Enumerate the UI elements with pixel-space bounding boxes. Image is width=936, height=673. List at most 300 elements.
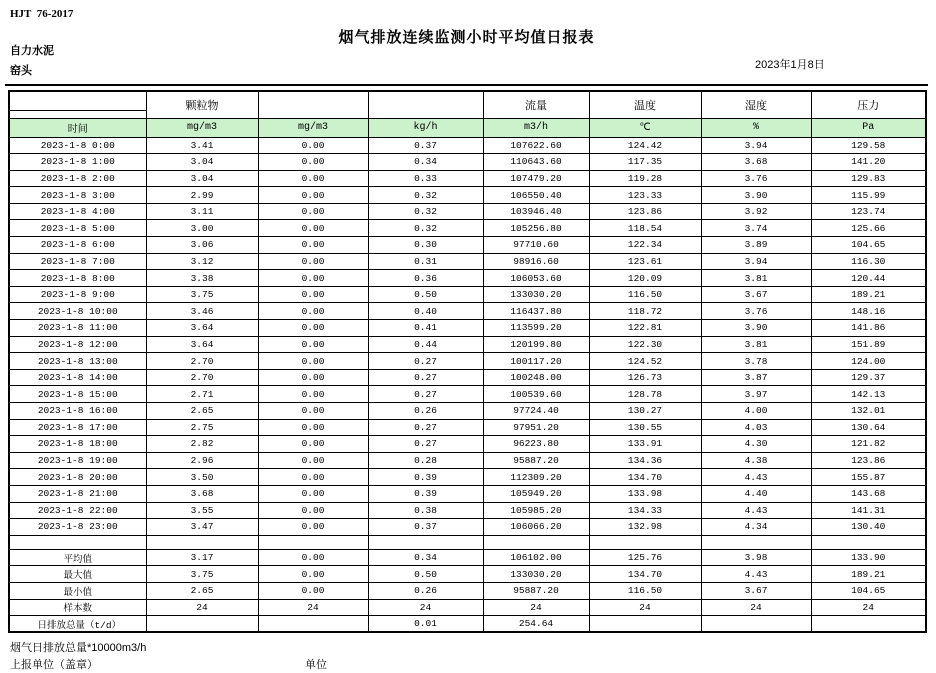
value-cell: 0.00 xyxy=(258,369,368,386)
row-label-cell: 2023-1-8 8:00 xyxy=(9,270,146,287)
footer-note: 烟气日排放总量*10000m3/h xyxy=(10,642,147,654)
value-cell: 0.40 xyxy=(368,303,483,320)
value-cell: 100117.20 xyxy=(483,353,589,370)
value-cell: 130.27 xyxy=(589,403,701,420)
value-cell: 3.81 xyxy=(701,336,811,353)
value-cell: 3.76 xyxy=(701,170,811,187)
col-header-empty-1 xyxy=(258,91,368,118)
unit-kgh: kg/h xyxy=(368,118,483,137)
table-row xyxy=(9,369,926,386)
value-cell: 133.91 xyxy=(589,436,701,453)
value-cell: 113599.20 xyxy=(483,320,589,337)
value-cell: 96223.80 xyxy=(483,436,589,453)
value-cell xyxy=(701,616,811,633)
value-cell: 129.58 xyxy=(811,137,926,154)
value-cell: 0.30 xyxy=(368,237,483,254)
value-cell: 2.65 xyxy=(146,403,258,420)
value-cell: 3.94 xyxy=(701,137,811,154)
summary-row xyxy=(9,582,926,599)
value-cell: 0.00 xyxy=(258,419,368,436)
value-cell: 0.00 xyxy=(258,566,368,583)
value-cell: 0.00 xyxy=(258,469,368,486)
value-cell: 141.86 xyxy=(811,320,926,337)
value-cell: 3.90 xyxy=(701,187,811,204)
value-cell xyxy=(483,535,589,549)
row-label-cell: 2023-1-8 0:00 xyxy=(9,137,146,154)
value-cell: 107479.20 xyxy=(483,170,589,187)
value-cell: 3.47 xyxy=(146,519,258,536)
table-row xyxy=(9,452,926,469)
value-cell: 0.00 xyxy=(258,485,368,502)
table-row xyxy=(9,237,926,254)
value-cell: 3.67 xyxy=(701,582,811,599)
value-cell: 0.41 xyxy=(368,320,483,337)
value-cell: 125.66 xyxy=(811,220,926,237)
station-name: 窑头 xyxy=(10,65,32,77)
unit-header-row xyxy=(9,118,926,137)
value-cell: 122.34 xyxy=(589,237,701,254)
row-label-cell: 最大值 xyxy=(9,566,146,583)
value-cell: 134.70 xyxy=(589,469,701,486)
spacer-row xyxy=(9,535,926,549)
value-cell: 2.65 xyxy=(146,582,258,599)
value-cell: 125.76 xyxy=(589,549,701,566)
value-cell: 3.41 xyxy=(146,137,258,154)
value-cell: 0.50 xyxy=(368,566,483,583)
value-cell: 0.28 xyxy=(368,452,483,469)
value-cell: 3.04 xyxy=(146,170,258,187)
value-cell: 24 xyxy=(146,599,258,616)
value-cell: 0.31 xyxy=(368,253,483,270)
table-row xyxy=(9,419,926,436)
value-cell: 4.40 xyxy=(701,485,811,502)
value-cell: 0.00 xyxy=(258,403,368,420)
row-label-cell: 2023-1-8 14:00 xyxy=(9,369,146,386)
value-cell: 0.33 xyxy=(368,170,483,187)
time-header-split-cell xyxy=(9,91,146,118)
row-label-cell: 2023-1-8 11:00 xyxy=(9,320,146,337)
value-cell: 121.82 xyxy=(811,436,926,453)
value-cell: 24 xyxy=(258,599,368,616)
table-row xyxy=(9,502,926,519)
value-cell: 0.00 xyxy=(258,286,368,303)
value-cell: 104.65 xyxy=(811,237,926,254)
value-cell: 0.00 xyxy=(258,170,368,187)
value-cell xyxy=(589,616,701,633)
value-cell: 3.50 xyxy=(146,469,258,486)
value-cell: 100539.60 xyxy=(483,386,589,403)
value-cell: 0.00 xyxy=(258,436,368,453)
value-cell: 2.99 xyxy=(146,187,258,204)
value-cell: 129.83 xyxy=(811,170,926,187)
value-cell: 0.38 xyxy=(368,502,483,519)
row-label-cell: 最小值 xyxy=(9,582,146,599)
table-row xyxy=(9,353,926,370)
summary-rows xyxy=(9,535,926,632)
value-cell: 3.67 xyxy=(701,286,811,303)
value-cell: 3.55 xyxy=(146,502,258,519)
value-cell: 106066.20 xyxy=(483,519,589,536)
col-header-pressure: 压力 xyxy=(811,91,926,118)
value-cell: 3.92 xyxy=(701,203,811,220)
value-cell: 117.35 xyxy=(589,154,701,171)
table-row xyxy=(9,403,926,420)
value-cell: 0.00 xyxy=(258,253,368,270)
table-row xyxy=(9,519,926,536)
summary-row xyxy=(9,566,926,583)
value-cell: 0.26 xyxy=(368,582,483,599)
value-cell: 2.70 xyxy=(146,353,258,370)
value-cell: 107622.60 xyxy=(483,137,589,154)
value-cell: 0.32 xyxy=(368,203,483,220)
row-label-cell: 2023-1-8 18:00 xyxy=(9,436,146,453)
value-cell: 130.64 xyxy=(811,419,926,436)
row-label-cell: 日排放总量（t/d） xyxy=(9,616,146,633)
value-cell xyxy=(811,535,926,549)
row-label-cell: 平均值 xyxy=(9,549,146,566)
value-cell: 98916.60 xyxy=(483,253,589,270)
value-cell: 119.28 xyxy=(589,170,701,187)
value-cell: 0.32 xyxy=(368,187,483,204)
row-label-cell: 2023-1-8 4:00 xyxy=(9,203,146,220)
value-cell: 0.00 xyxy=(258,452,368,469)
table-row xyxy=(9,137,926,154)
value-cell: 2.75 xyxy=(146,419,258,436)
value-cell: 120199.80 xyxy=(483,336,589,353)
table-row xyxy=(9,154,926,171)
value-cell: 120.09 xyxy=(589,270,701,287)
hourly-data-rows xyxy=(9,137,926,535)
value-cell: 4.30 xyxy=(701,436,811,453)
row-label-cell: 2023-1-8 12:00 xyxy=(9,336,146,353)
value-cell xyxy=(146,616,258,633)
row-label-cell: 2023-1-8 21:00 xyxy=(9,485,146,502)
value-cell: 0.00 xyxy=(258,187,368,204)
value-cell: 0.27 xyxy=(368,386,483,403)
value-cell: 4.34 xyxy=(701,519,811,536)
value-cell: 0.32 xyxy=(368,220,483,237)
value-cell: 151.89 xyxy=(811,336,926,353)
value-cell: 0.00 xyxy=(258,154,368,171)
value-cell: 141.31 xyxy=(811,502,926,519)
value-cell: 3.46 xyxy=(146,303,258,320)
report-unit-label: 上报单位（盖章） xyxy=(10,659,98,671)
summary-row xyxy=(9,549,926,566)
row-label-cell: 样本数 xyxy=(9,599,146,616)
value-cell: 3.97 xyxy=(701,386,811,403)
value-cell: 3.94 xyxy=(701,253,811,270)
value-cell: 97724.40 xyxy=(483,403,589,420)
value-cell: 0.27 xyxy=(368,369,483,386)
row-label-cell: 2023-1-8 5:00 xyxy=(9,220,146,237)
value-cell: 3.38 xyxy=(146,270,258,287)
value-cell: 123.61 xyxy=(589,253,701,270)
value-cell: 3.75 xyxy=(146,566,258,583)
value-cell: 120.44 xyxy=(811,270,926,287)
row-label-cell: 2023-1-8 10:00 xyxy=(9,303,146,320)
value-cell: 123.86 xyxy=(589,203,701,220)
value-cell: 189.21 xyxy=(811,286,926,303)
value-cell: 129.37 xyxy=(811,369,926,386)
value-cell: 105949.20 xyxy=(483,485,589,502)
value-cell: 122.30 xyxy=(589,336,701,353)
col-header-humidity: 湿度 xyxy=(701,91,811,118)
page-title: 烟气排放连续监测小时平均值日报表 xyxy=(338,29,595,46)
table-row xyxy=(9,469,926,486)
value-cell: 112309.20 xyxy=(483,469,589,486)
value-cell: 130.55 xyxy=(589,419,701,436)
value-cell: 103946.40 xyxy=(483,203,589,220)
value-cell xyxy=(701,535,811,549)
value-cell: 24 xyxy=(811,599,926,616)
value-cell: 24 xyxy=(368,599,483,616)
monitoring-table xyxy=(8,90,927,633)
value-cell: 155.87 xyxy=(811,469,926,486)
value-cell: 0.00 xyxy=(258,353,368,370)
value-cell: 3.74 xyxy=(701,220,811,237)
row-label-cell: 2023-1-8 16:00 xyxy=(9,403,146,420)
value-cell: 24 xyxy=(483,599,589,616)
value-cell: 24 xyxy=(589,599,701,616)
value-cell: 0.00 xyxy=(258,220,368,237)
value-cell: 123.74 xyxy=(811,203,926,220)
value-cell: 141.20 xyxy=(811,154,926,171)
row-label-cell: 2023-1-8 22:00 xyxy=(9,502,146,519)
value-cell: 3.06 xyxy=(146,237,258,254)
value-cell: 0.01 xyxy=(368,616,483,633)
value-cell: 115.99 xyxy=(811,187,926,204)
value-cell: 124.42 xyxy=(589,137,701,154)
value-cell: 3.68 xyxy=(701,154,811,171)
table-row xyxy=(9,187,926,204)
value-cell: 0.26 xyxy=(368,403,483,420)
value-cell: 0.34 xyxy=(368,549,483,566)
value-cell xyxy=(811,616,926,633)
col-header-particulate: 颗粒物 xyxy=(146,91,258,118)
col-header-empty-2 xyxy=(368,91,483,118)
value-cell: 132.98 xyxy=(589,519,701,536)
value-cell: 2.71 xyxy=(146,386,258,403)
value-cell: 124.52 xyxy=(589,353,701,370)
value-cell: 0.27 xyxy=(368,436,483,453)
value-cell: 3.78 xyxy=(701,353,811,370)
value-cell: 4.38 xyxy=(701,452,811,469)
value-cell: 3.87 xyxy=(701,369,811,386)
value-cell: 106550.40 xyxy=(483,187,589,204)
value-cell: 0.00 xyxy=(258,137,368,154)
value-cell: 0.37 xyxy=(368,519,483,536)
value-cell xyxy=(589,535,701,549)
value-cell: 126.73 xyxy=(589,369,701,386)
value-cell: 4.03 xyxy=(701,419,811,436)
split-cell-top xyxy=(10,98,146,111)
table-row xyxy=(9,303,926,320)
unit-celsius: ℃ xyxy=(589,118,701,137)
value-cell: 143.68 xyxy=(811,485,926,502)
value-cell: 3.81 xyxy=(701,270,811,287)
value-cell: 128.78 xyxy=(589,386,701,403)
value-cell: 3.12 xyxy=(146,253,258,270)
value-cell: 3.64 xyxy=(146,320,258,337)
row-label-cell: 2023-1-8 15:00 xyxy=(9,386,146,403)
value-cell: 0.00 xyxy=(258,336,368,353)
value-cell: 24 xyxy=(701,599,811,616)
value-cell: 105256.80 xyxy=(483,220,589,237)
value-cell: 134.33 xyxy=(589,502,701,519)
value-cell xyxy=(368,535,483,549)
unit-pa: Pa xyxy=(811,118,926,137)
summary-row xyxy=(9,599,926,616)
value-cell: 0.27 xyxy=(368,419,483,436)
value-cell: 0.37 xyxy=(368,137,483,154)
value-cell xyxy=(258,616,368,633)
table-row xyxy=(9,386,926,403)
value-cell: 0.39 xyxy=(368,469,483,486)
value-cell: 3.89 xyxy=(701,237,811,254)
report-date: 2023年1月8日 xyxy=(755,59,825,71)
row-label-cell: 2023-1-8 1:00 xyxy=(9,154,146,171)
value-cell: 116.50 xyxy=(589,286,701,303)
unit-label: 单位 xyxy=(305,659,327,671)
value-cell: 4.00 xyxy=(701,403,811,420)
value-cell: 116.30 xyxy=(811,253,926,270)
row-label-cell: 2023-1-8 9:00 xyxy=(9,286,146,303)
table-row xyxy=(9,220,926,237)
value-cell: 118.54 xyxy=(589,220,701,237)
value-cell: 106102.00 xyxy=(483,549,589,566)
table-row xyxy=(9,485,926,502)
value-cell: 4.43 xyxy=(701,469,811,486)
value-cell: 97710.60 xyxy=(483,237,589,254)
value-cell: 134.70 xyxy=(589,566,701,583)
value-cell: 105985.20 xyxy=(483,502,589,519)
unit-mgm3-2: mg/m3 xyxy=(258,118,368,137)
value-cell: 133.98 xyxy=(589,485,701,502)
unit-mgm3-1: mg/m3 xyxy=(146,118,258,137)
value-cell: 0.00 xyxy=(258,237,368,254)
col-header-flow: 流量 xyxy=(483,91,589,118)
table-row xyxy=(9,320,926,337)
row-label-cell: 2023-1-8 20:00 xyxy=(9,469,146,486)
value-cell: 116.50 xyxy=(589,582,701,599)
value-cell: 142.13 xyxy=(811,386,926,403)
value-cell: 132.01 xyxy=(811,403,926,420)
value-cell: 148.16 xyxy=(811,303,926,320)
table-row xyxy=(9,270,926,287)
value-cell: 0.36 xyxy=(368,270,483,287)
value-cell: 0.00 xyxy=(258,519,368,536)
value-cell: 4.43 xyxy=(701,566,811,583)
table-row xyxy=(9,170,926,187)
row-label-cell: 2023-1-8 19:00 xyxy=(9,452,146,469)
row-label-cell: 2023-1-8 6:00 xyxy=(9,237,146,254)
summary-row xyxy=(9,616,926,633)
unit-percent: % xyxy=(701,118,811,137)
value-cell: 133.90 xyxy=(811,549,926,566)
value-cell: 0.00 xyxy=(258,582,368,599)
table-row xyxy=(9,286,926,303)
value-cell: 116437.80 xyxy=(483,303,589,320)
value-cell: 133030.20 xyxy=(483,566,589,583)
value-cell: 134.36 xyxy=(589,452,701,469)
row-label-cell: 2023-1-8 23:00 xyxy=(9,519,146,536)
value-cell: 4.43 xyxy=(701,502,811,519)
value-cell: 124.00 xyxy=(811,353,926,370)
value-cell: 0.00 xyxy=(258,203,368,220)
value-cell: 123.33 xyxy=(589,187,701,204)
company-name: 自力水泥 xyxy=(10,45,54,57)
table-row xyxy=(9,336,926,353)
standard-code: HJT 76-2017 xyxy=(10,8,74,20)
table-row xyxy=(9,203,926,220)
row-label-cell: 2023-1-8 7:00 xyxy=(9,253,146,270)
value-cell: 100248.00 xyxy=(483,369,589,386)
value-cell: 122.81 xyxy=(589,320,701,337)
value-cell: 254.64 xyxy=(483,616,589,633)
value-cell: 3.76 xyxy=(701,303,811,320)
value-cell: 133030.20 xyxy=(483,286,589,303)
value-cell: 0.00 xyxy=(258,549,368,566)
value-cell: 104.65 xyxy=(811,582,926,599)
value-cell: 0.27 xyxy=(368,353,483,370)
time-column-label: 时间 xyxy=(9,118,146,137)
value-cell: 0.00 xyxy=(258,386,368,403)
value-cell: 118.72 xyxy=(589,303,701,320)
value-cell: 3.90 xyxy=(701,320,811,337)
value-cell: 95887.20 xyxy=(483,582,589,599)
value-cell: 0.34 xyxy=(368,154,483,171)
value-cell: 0.00 xyxy=(258,502,368,519)
value-cell: 3.68 xyxy=(146,485,258,502)
value-cell: 0.44 xyxy=(368,336,483,353)
table-row xyxy=(9,436,926,453)
table-row xyxy=(9,253,926,270)
value-cell: 3.75 xyxy=(146,286,258,303)
value-cell: 189.21 xyxy=(811,566,926,583)
row-label-cell xyxy=(9,535,146,549)
value-cell: 0.00 xyxy=(258,303,368,320)
row-label-cell: 2023-1-8 17:00 xyxy=(9,419,146,436)
value-cell: 130.40 xyxy=(811,519,926,536)
unit-m3h: m3/h xyxy=(483,118,589,137)
value-cell: 2.96 xyxy=(146,452,258,469)
row-label-cell: 2023-1-8 13:00 xyxy=(9,353,146,370)
row-label-cell: 2023-1-8 2:00 xyxy=(9,170,146,187)
value-cell: 3.11 xyxy=(146,203,258,220)
col-header-temperature: 温度 xyxy=(589,91,701,118)
value-cell: 97951.20 xyxy=(483,419,589,436)
group-header-row xyxy=(9,91,926,118)
value-cell xyxy=(258,535,368,549)
value-cell: 3.64 xyxy=(146,336,258,353)
value-cell xyxy=(146,535,258,549)
value-cell: 106053.60 xyxy=(483,270,589,287)
value-cell: 2.70 xyxy=(146,369,258,386)
value-cell: 3.04 xyxy=(146,154,258,171)
value-cell: 123.86 xyxy=(811,452,926,469)
value-cell: 2.82 xyxy=(146,436,258,453)
value-cell: 3.17 xyxy=(146,549,258,566)
value-cell: 0.39 xyxy=(368,485,483,502)
value-cell: 0.00 xyxy=(258,270,368,287)
value-cell: 3.98 xyxy=(701,549,811,566)
value-cell: 3.00 xyxy=(146,220,258,237)
row-label-cell: 2023-1-8 3:00 xyxy=(9,187,146,204)
header-divider-rule xyxy=(5,84,928,86)
value-cell: 0.00 xyxy=(258,320,368,337)
value-cell: 95887.20 xyxy=(483,452,589,469)
value-cell: 110643.60 xyxy=(483,154,589,171)
